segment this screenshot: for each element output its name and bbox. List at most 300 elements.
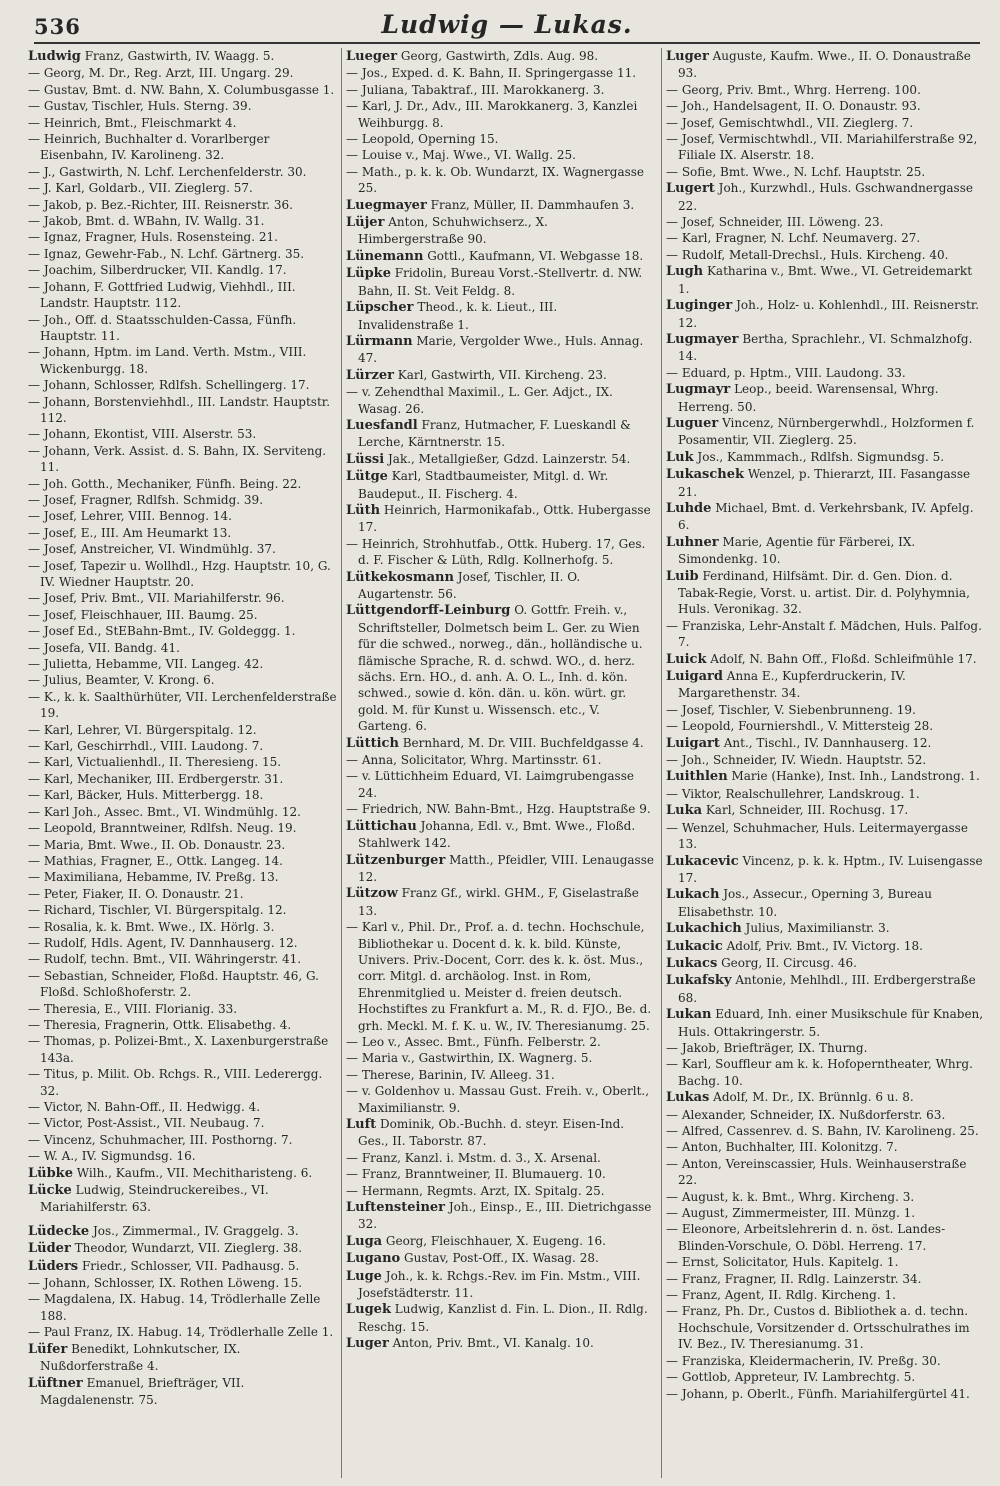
directory-entry	[346, 147, 656, 163]
entry-text: — Vincenz, Schuhmacher, III. Posthorng. 7.	[28, 1132, 293, 1147]
directory-entry	[28, 1001, 338, 1017]
directory-entry	[666, 820, 986, 853]
entry-text: — Wenzel, Schuhmacher, Huls. Leitermayergasse 13.	[666, 820, 968, 852]
directory-entry	[28, 1291, 338, 1324]
entry-text: — Jakob, Briefträger, IX. Thurng.	[666, 1040, 868, 1055]
entry-text: — Karl v., Phil. Dr., Prof. a. d. techn. Hochschule, Bibliothekar u. Docent d. k. k. bild. Künste, Univers. Priv.-Docent, Corr. des k. k. öst. Mus., corr. Mitgl. d. archäolog. Inst. in Rom, Ehrenmitglied u. Meister d. freien deutsch. Hochstiftes zu Frankfurt a. M., R. d. FJO., Be. d. grh. Meckl. M. f. K. u. W., IV. Theresianumg. 25.	[346, 920, 652, 1033]
directory-entry	[28, 590, 338, 606]
directory-entry	[28, 1033, 338, 1066]
entry-surname: Lüpscher	[346, 300, 414, 316]
entry-surname: Luhde	[666, 500, 712, 516]
entry-text: — Franz, Agent, II. Rdlg. Kircheng. 1.	[666, 1288, 896, 1303]
entry-surname: Lüjer	[346, 215, 385, 231]
entry-text: — Josef, Anstreicher, VI. Windmühlg. 37.	[28, 542, 276, 557]
entry-surname: Lueger	[346, 49, 398, 64]
entry-surname: Luigard	[666, 669, 723, 685]
directory-entry	[666, 1287, 986, 1303]
entry-text: — Leo v., Assec. Bmt., Fünfh. Felberstr. 2.	[346, 1034, 601, 1049]
directory-entry	[28, 935, 338, 951]
directory-entry	[28, 541, 338, 557]
directory-entry	[666, 214, 986, 230]
entry-surname: Lützow	[346, 886, 398, 902]
entry-text: — v. Lüttichheim Eduard, VI. Laimgrubengasse 24.	[346, 769, 634, 800]
entry-text: — Rosalia, k. k. Bmt. Wwe., IX. Hörlg. 3.	[28, 919, 275, 934]
column-2	[346, 48, 656, 1478]
entry-text: Johanna, Edl. v., Bmt. Wwe., Floßd. Stahlwerk 142.	[358, 818, 636, 851]
directory-entry	[346, 536, 656, 569]
entry-surname: Lütge	[346, 469, 388, 485]
entry-surname: Lugek	[346, 1302, 391, 1318]
directory-entry	[346, 1199, 656, 1233]
entry-text: Katharina v., Bmt. Wwe., VI. Getreidemarkt 1.	[678, 264, 973, 296]
directory-entry	[28, 377, 338, 393]
entry-text: — Johann, Ekontist, VIII. Alserstr. 53.	[28, 427, 257, 442]
entry-text: — Viktor, Realschullehrer, Landskroug. 1.	[666, 786, 920, 801]
entry-surname: Lütkekosmann	[346, 569, 454, 585]
directory-entry	[28, 968, 338, 1001]
directory-entry	[28, 213, 338, 229]
entry-text: — Karl, Mechaniker, III. Erdbergerstr. 31.	[28, 771, 284, 786]
directory-entry	[346, 735, 656, 752]
directory-entry	[28, 1341, 338, 1375]
entry-surname: Lüttichau	[346, 818, 417, 834]
directory-entry	[28, 1115, 338, 1131]
directory-entry	[666, 768, 986, 785]
entry-text: — Josef, Tapezir u. Wollhdl., Hzg. Hauptstr. 10, G. IV. Wiedner Hauptstr. 20.	[28, 558, 331, 589]
entry-text: — Mathias, Fragner, E., Ottk. Langeg. 14.	[28, 853, 283, 868]
entry-text: Benedikt, Lohnkutscher, IX. Nußdorferstraße 4.	[40, 1341, 241, 1374]
entry-surname: Lüttgendorff-Leinburg	[346, 603, 511, 619]
directory-entry	[346, 1050, 656, 1066]
entry-text: Joh., Einsp., E., III. Dietrichgasse 32.	[358, 1200, 652, 1232]
directory-entry	[346, 214, 656, 248]
entry-text: Antonie, Mehlhdl., III. Erdbergerstraße 68.	[678, 973, 976, 1005]
entry-text: — v. Zehendthal Maximil., L. Ger. Adjct., IX. Wasag. 26.	[346, 385, 613, 416]
directory-entry	[28, 804, 338, 820]
entry-text: — August, Zimmermeister, III. Münzg. 1.	[666, 1206, 916, 1221]
entry-text: — Rudolf, Metall-Drechsl., Huls. Kircheng. 40.	[666, 247, 949, 262]
entry-text: — W. A., IV. Sigmundsg. 16.	[28, 1149, 196, 1164]
entry-surname: Lukacevic	[666, 853, 739, 869]
entry-text: Adolf, M. Dr., IX. Brünnlg. 6 u. 8.	[709, 1090, 914, 1105]
entry-text: — Titus, p. Milit. Ob. Rchgs. R., VIII. Lederergg. 32.	[28, 1067, 323, 1098]
entry-text: Karl, Stadtbaumeister, Mitgl. d. Wr. Baudeput., II. Fischerg. 4.	[358, 469, 609, 501]
entry-text: Georg, Gastwirth, Zdls. Aug. 98.	[397, 49, 599, 63]
entry-text: — Josef Ed., StEBahn-Bmt., IV. Goldeggg. 1.	[28, 624, 296, 639]
directory-entry	[28, 394, 338, 427]
directory-entry	[666, 164, 986, 180]
directory-entry	[346, 801, 656, 817]
entry-text: — Gustav, Tischler, Huls. Sterng. 39.	[28, 99, 252, 114]
entry-text: — Rudolf, techn. Bmt., VII. Währingerstr. 41.	[28, 952, 302, 967]
entry-surname: Luka	[666, 803, 703, 819]
directory-entry	[28, 672, 338, 688]
column-divider	[661, 48, 662, 1478]
directory-entry	[28, 787, 338, 803]
entry-text: — Josef, E., III. Am Heumarkt 13.	[28, 525, 232, 540]
entry-surname: Luk	[666, 449, 694, 465]
directory-entry	[346, 248, 656, 265]
entry-surname: Lukas	[666, 1090, 710, 1106]
entry-text: Fridolin, Bureau Vorst.-Stellvertr. d. NW. Bahn, II. St. Veit Feldg. 8.	[358, 266, 643, 298]
entry-text: — Jos., Exped. d. K. Bahn, II. Springergasse 11.	[346, 66, 637, 81]
page-header	[34, 8, 980, 44]
directory-entry	[666, 263, 986, 297]
directory-entry	[346, 468, 656, 502]
entry-text: — Anton, Buchhalter, III. Kolonitzg. 7.	[666, 1140, 898, 1155]
entry-text: — Josef, Tischler, V. Siebenbrunneng. 19.	[666, 702, 916, 717]
entry-text: — Heinrich, Buchhalter d. Vorarlberger Eisenbahn, IV. Karolineng. 32.	[28, 132, 270, 163]
directory-entry	[28, 820, 338, 836]
directory-entry	[666, 1006, 986, 1040]
entry-surname: Lüssi	[346, 451, 385, 467]
entry-text: Auguste, Kaufm. Wwe., II. O. Donaustraße 93.	[678, 49, 971, 81]
directory-entry	[666, 1254, 986, 1270]
entry-text: Jak., Metallgießer, Gdzd. Lainzerstr. 54.	[384, 451, 631, 466]
entry-surname: Luger	[666, 49, 709, 64]
directory-entry	[28, 82, 338, 98]
directory-entry	[28, 65, 338, 81]
entry-text: — Ignaz, Gewehr-Fab., N. Lchf. Gärtnerg. 35.	[28, 246, 305, 261]
directory-entry	[346, 569, 656, 603]
entry-text: Eduard, Inh. einer Musikschule für Knaben, Huls. Ottakringerstr. 5.	[678, 1007, 984, 1039]
entry-surname: Lürzer	[346, 367, 394, 383]
directory-entry	[666, 1353, 986, 1369]
directory-entry	[28, 492, 338, 508]
entry-text: — Johann, Borstenviehhdl., III. Landstr. Hauptstr. 112.	[28, 394, 331, 425]
directory-entry	[28, 1375, 338, 1409]
entry-surname: Lüttich	[346, 735, 399, 751]
entry-surname: Luegmayer	[346, 197, 427, 213]
directory-entry	[666, 534, 986, 568]
entry-text: — Karl Joh., Assec. Bmt., VI. Windmühlg. 12.	[28, 804, 301, 819]
entry-text: — Juliana, Tabaktraf., III. Marokkanerg. 3.	[346, 82, 605, 97]
entry-text: Matth., Pfeidler, VIII. Lenaugasse 12.	[358, 852, 654, 884]
entry-text: — Therese, Barinin, IV. Alleeg. 31.	[346, 1067, 555, 1082]
entry-text: Michael, Bmt. d. Verkehrsbank, IV. Apfelg. 6.	[678, 500, 974, 533]
directory-entry	[346, 1067, 656, 1083]
directory-entry	[28, 229, 338, 245]
entry-surname: Lukach	[666, 887, 720, 903]
entry-text: — Richard, Tischler, VI. Bürgerspitalg. 12.	[28, 903, 287, 918]
entry-text: Franz, Müller, II. Dammhaufen 3.	[426, 197, 635, 212]
column-divider	[341, 48, 342, 1478]
entry-text: — Heinrich, Bmt., Fleischmarkt 4.	[28, 115, 237, 130]
directory-entry	[346, 1116, 656, 1150]
entry-surname: Lürmann	[346, 333, 413, 349]
directory-entry	[346, 885, 656, 919]
entry-text: — Josef, Gemischtwhdl., VII. Zieglerg. 7.	[666, 115, 914, 130]
entry-text: — Thomas, p. Polizei-Bmt., X. Laxenburgerstraße 143a.	[28, 1034, 329, 1065]
directory-entry	[28, 164, 338, 180]
entry-text: — Franziska, Kleidermacherin, IV. Preßg. 30.	[666, 1353, 941, 1368]
entry-text: Theod., k. k. Lieut., III. Invalidenstraße 1.	[358, 300, 558, 332]
directory-entry	[346, 367, 656, 384]
directory-entry	[666, 568, 986, 618]
directory-entry	[666, 618, 986, 651]
entry-text: Anton, Schuhwichserz., X. Himbergerstraße 90.	[358, 215, 548, 247]
entry-text: — Johann, Schlosser, IX. Rothen Löweng. 15.	[28, 1276, 303, 1291]
directory-entry	[28, 426, 338, 442]
entry-surname: Lugano	[346, 1251, 401, 1267]
directory-entry	[346, 852, 656, 886]
entry-text: Leop., beeid. Warensensal, Whrg. Herreng. 50.	[678, 382, 939, 414]
entry-text: — Eduard, p. Hptm., VIII. Laudong. 33.	[666, 365, 906, 380]
directory-entry	[28, 1182, 338, 1216]
directory-entry	[28, 754, 338, 770]
entry-text: — Johann, Schlosser, Rdlfsh. Schellingerg. 17.	[28, 378, 310, 393]
entry-text: Anton, Priv. Bmt., VI. Kanalg. 10.	[388, 1336, 594, 1351]
running-head: Ludwig — Lukas.	[381, 10, 633, 39]
entry-text: — Leopold, Branntweiner, Rdlfsh. Neug. 19.	[28, 821, 297, 836]
directory-entry	[346, 1301, 656, 1335]
directory-entry	[28, 738, 338, 754]
entry-text: — Maria, Bmt. Wwe., II. Ob. Donaustr. 23.	[28, 837, 286, 852]
directory-entry	[346, 48, 656, 65]
directory-entry	[28, 837, 338, 853]
entry-text: Karl, Schneider, III. Rochusg. 17.	[702, 803, 909, 818]
entry-surname: Luftensteiner	[346, 1200, 446, 1216]
entry-text: — Sofie, Bmt. Wwe., N. Lchf. Hauptstr. 25.	[666, 164, 926, 179]
directory-entry	[28, 180, 338, 196]
directory-entry	[28, 525, 338, 541]
directory-entry	[28, 853, 338, 869]
entry-surname: Luger	[346, 1336, 389, 1352]
entry-text: — Julius, Beamter, V. Krong. 6.	[28, 673, 215, 688]
directory-entry	[666, 668, 986, 702]
directory-entry	[28, 919, 338, 935]
entry-text: — Paul Franz, IX. Habug. 14, Trödlerhalle Zelle 1.	[28, 1325, 334, 1340]
entry-text: — August, k. k. Bmt., Whrg. Kircheng. 3.	[666, 1189, 915, 1204]
directory-entry	[666, 886, 986, 920]
entry-text: — Leopold, Operning 15.	[346, 132, 499, 147]
entry-text: — Gustav, Bmt. d. NW. Bahn, X. Columbusgasse 1.	[28, 82, 335, 97]
directory-entry	[28, 312, 338, 345]
directory-entry	[666, 938, 986, 955]
directory-entry	[346, 1083, 656, 1116]
directory-entry	[666, 1123, 986, 1139]
directory-entry	[346, 131, 656, 147]
directory-entry	[666, 1221, 986, 1254]
entry-text: Anna E., Kupferdruckerin, IV. Margarethenstr. 34.	[678, 669, 906, 701]
entry-text: Heinrich, Harmonikafab., Ottk. Hubergasse 17.	[358, 502, 651, 535]
entry-text: Franz, Gastwirth, IV. Waagg. 5.	[80, 49, 275, 63]
entry-text: — Theresia, E., VIII. Florianig. 33.	[28, 1001, 238, 1016]
entry-text: — Joh., Schneider, IV. Wiedn. Hauptstr. 52.	[666, 753, 927, 768]
entry-text: Franz Gf., wirkl. GHM., F, Giselastraße 13.	[358, 886, 639, 918]
directory-entry	[28, 558, 338, 591]
entry-text: Georg, Fleischhauer, X. Eugeng. 16.	[382, 1233, 606, 1248]
directory-entry	[28, 48, 338, 65]
entry-text: Joh., k. k. Rchgs.-Rev. im Fin. Mstm., VIII. Josefstädterstr. 11.	[358, 1268, 641, 1301]
entry-text: — Math., p. k. k. Ob. Wundarzt, IX. Wagnergasse 25.	[346, 164, 645, 196]
entry-surname: Lukacic	[666, 938, 723, 954]
entry-text: — Georg, M. Dr., Reg. Arzt, III. Ungarg. 29.	[28, 66, 294, 81]
entry-text: Marie, Agentie für Färberei, IX. Simondenkg. 10.	[678, 534, 916, 567]
entry-text: — Maximiliana, Hebamme, IV. Preßg. 13.	[28, 870, 279, 885]
entry-text: — Ignaz, Fragner, Huls. Rosensteing. 21.	[28, 230, 278, 245]
directory-entry	[666, 365, 986, 381]
entry-surname: Lüpke	[346, 266, 391, 282]
directory-entry	[666, 1386, 986, 1402]
entry-text: Jos., Kammmach., Rdlfsh. Sigmundsg. 5.	[693, 449, 945, 464]
entry-text: — Heinrich, Strohhutfab., Ottk. Huberg. 17, Ges. d. F. Fischer & Lüth, Rdlg. Kollnerhofg. 5.	[346, 536, 646, 568]
entry-text: Vincenz, Nürnbergerwhdl., Holzformen f. Posamentir, VII. Zieglerg. 25.	[678, 415, 975, 448]
directory-entry	[666, 1040, 986, 1056]
entry-text: — Karl, Lehrer, VI. Bürgerspitalg. 12.	[28, 722, 257, 737]
directory-entry	[666, 115, 986, 131]
directory-entry	[346, 919, 656, 1034]
directory-entry	[666, 718, 986, 734]
entry-text: — Josef, Vermischtwhdl., VII. Mariahilferstraße 92, Filiale IX. Alserstr. 18.	[666, 132, 978, 163]
directory-entry	[28, 722, 338, 738]
column-1	[28, 48, 338, 1478]
directory-entry	[666, 466, 986, 500]
directory-entry	[666, 381, 986, 415]
directory-entry	[28, 246, 338, 262]
entry-text: — Franz, Ph. Dr., Custos d. Bibliothek a. d. techn. Hochschule, Vorsitzender d. Ortsschulrathes im IV. Bez., IV. Theresianumg. 31.	[666, 1304, 970, 1352]
entry-text: — Jakob, p. Bez.-Richter, III. Reisnerstr. 36.	[28, 197, 293, 212]
directory-entry	[346, 1268, 656, 1302]
directory-entry	[346, 299, 656, 333]
directory-entry	[666, 972, 986, 1006]
directory-entry	[346, 417, 656, 451]
entry-text: — Johann, p. Oberlt., Fünfh. Mariahilfergürtel 41.	[666, 1386, 970, 1401]
entry-surname: Lüth	[346, 502, 381, 518]
directory-entry	[28, 886, 338, 902]
directory-entry	[666, 1156, 986, 1189]
directory-entry	[28, 131, 338, 164]
directory-entry	[28, 508, 338, 524]
entry-text: Dominik, Ob.-Buchh. d. steyr. Eisen-Ind. Ges., II. Taborstr. 87.	[358, 1117, 625, 1149]
directory-entry	[666, 752, 986, 768]
entry-surname: Luginger	[666, 298, 733, 314]
directory-entry	[28, 902, 338, 918]
directory-entry	[666, 247, 986, 263]
entry-text: — Sebastian, Schneider, Floßd. Hauptstr. 46, G. Floßd. Schloßhoferstr. 2.	[28, 968, 319, 1000]
directory-entry	[28, 1258, 338, 1275]
directory-columns	[28, 48, 988, 1478]
entry-text: — Franz, Fragner, II. Rdlg. Lainzerstr. 34.	[666, 1271, 922, 1286]
directory-entry	[666, 82, 986, 98]
directory-entry	[666, 1089, 986, 1106]
directory-entry	[28, 1275, 338, 1291]
directory-entry	[28, 623, 338, 639]
entry-surname: Lukaschek	[666, 467, 744, 483]
entry-surname: Lukachich	[666, 921, 742, 937]
entry-text: — J., Gastwirth, N. Lchf. Lerchenfelderstr. 30.	[28, 164, 307, 179]
directory-entry	[346, 384, 656, 417]
entry-text: Ludwig, Kanzlist d. Fin. L. Dion., II. Rdlg. Reschg. 15.	[358, 1302, 648, 1334]
directory-entry	[666, 1205, 986, 1221]
directory-entry	[28, 771, 338, 787]
entry-text: Vincenz, p. k. k. Hptm., IV. Luisengasse 17.	[678, 853, 983, 885]
directory-entry	[28, 1324, 338, 1340]
entry-text: — Josef, Schneider, III. Löweng. 23.	[666, 215, 884, 230]
directory-entry	[346, 164, 656, 197]
entry-surname: Lünemann	[346, 248, 424, 264]
directory-entry	[666, 331, 986, 365]
entry-text: — Rudolf, Hdls. Agent, IV. Dannhauserg. 12.	[28, 935, 298, 950]
entry-surname: Luhner	[666, 534, 719, 550]
entry-surname: Luithlen	[666, 769, 728, 785]
entry-surname: Lugmayr	[666, 382, 731, 398]
directory-entry	[346, 451, 656, 468]
directory-entry	[346, 333, 656, 367]
directory-entry	[666, 180, 986, 214]
directory-entry	[346, 82, 656, 98]
entry-text: Marie (Hanke), Inst. Inh., Landstrong. 1.	[727, 769, 980, 784]
entry-surname: Luft	[346, 1117, 377, 1132]
entry-surname: Lützenburger	[346, 852, 446, 868]
entry-surname: Luesfandl	[346, 417, 418, 433]
entry-surname: Lukafsky	[666, 973, 732, 989]
entry-text: Wilh., Kaufm., VII. Mechitharisteng. 6.	[72, 1165, 313, 1180]
entry-text: — Hermann, Regmts. Arzt, IX. Spitalg. 25.	[346, 1183, 605, 1198]
entry-surname: Luga	[346, 1233, 383, 1249]
entry-text: — Karl, Geschirrhdl., VIII. Laudong. 7.	[28, 739, 264, 754]
directory-entry	[666, 297, 986, 331]
directory-entry	[666, 1107, 986, 1123]
directory-entry	[346, 768, 656, 801]
directory-entry	[28, 656, 338, 672]
directory-entry	[666, 1369, 986, 1385]
entry-surname: Lüdecke	[28, 1223, 90, 1239]
entry-text: — Johann, F. Gottfried Ludwig, Viehhdl., III. Landstr. Hauptstr. 112.	[28, 279, 296, 311]
entry-text: — Joh., Handelsagent, II. O. Donaustr. 93.	[666, 99, 921, 114]
entry-text: — Alexander, Schneider, IX. Nußdorferstr. 63.	[666, 1107, 946, 1122]
entry-surname: Lübke	[28, 1165, 73, 1181]
entry-text: Georg, II. Circusg. 46.	[717, 955, 857, 970]
entry-text: — Karl, Bäcker, Huls. Mitterbergg. 18.	[28, 788, 264, 803]
entry-text: — K., k. k. Saalthürhüter, VII. Lerchenfelderstraße 19.	[28, 689, 337, 721]
entry-text: — Louise v., Maj. Wwe., VI. Wallg. 25.	[346, 148, 576, 163]
directory-entry	[666, 920, 986, 937]
directory-entry	[666, 1271, 986, 1287]
directory-entry	[28, 197, 338, 213]
directory-entry	[666, 853, 986, 887]
directory-entry	[666, 48, 986, 82]
directory-entry	[28, 689, 338, 722]
column-3	[666, 48, 986, 1478]
entry-text: Franz, Hutmacher, F. Lueskandl & Lerche, Kärntnerstr. 15.	[358, 417, 631, 450]
entry-text: — Karl, Fragner, N. Lchf. Neumaverg. 27.	[666, 231, 921, 246]
directory-entry	[346, 197, 656, 214]
entry-surname: Lugert	[666, 181, 715, 197]
entry-surname: Lücke	[28, 1183, 72, 1199]
directory-entry	[346, 1335, 656, 1352]
directory-entry	[666, 500, 986, 534]
directory-entry	[28, 869, 338, 885]
entry-surname: Lüder	[28, 1241, 71, 1257]
entry-text: — Magdalena, IX. Habug. 14, Trödlerhalle Zelle 188.	[28, 1292, 321, 1323]
entry-text: Joh., Holz- u. Kohlenhdl., III. Reisnerstr. 12.	[678, 298, 980, 330]
entry-text: — Alfred, Cassenrev. d. S. Bahn, IV. Karolineng. 25.	[666, 1124, 979, 1138]
directory-entry	[666, 1303, 986, 1352]
directory-entry	[346, 1250, 656, 1267]
directory-entry	[666, 735, 986, 752]
entry-text: Bertha, Sprachlehr., VI. Schmalzhofg. 14.	[678, 331, 973, 364]
directory-entry	[346, 502, 656, 536]
entry-text: — Johann, Verk. Assist. d. S. Bahn, IX. Serviteng. 11.	[28, 443, 327, 475]
directory-entry	[666, 449, 986, 466]
entry-text: Gottl., Kaufmann, VI. Webgasse 18.	[423, 248, 644, 263]
directory-entry	[28, 279, 338, 312]
directory-entry	[346, 1034, 656, 1050]
entry-text: — Josef, Fleischhauer, III. Baumg. 25.	[28, 607, 258, 622]
directory-entry	[346, 818, 656, 852]
entry-text: — Josef, Fragner, Rdlfsh. Schmidg. 39.	[28, 492, 264, 507]
